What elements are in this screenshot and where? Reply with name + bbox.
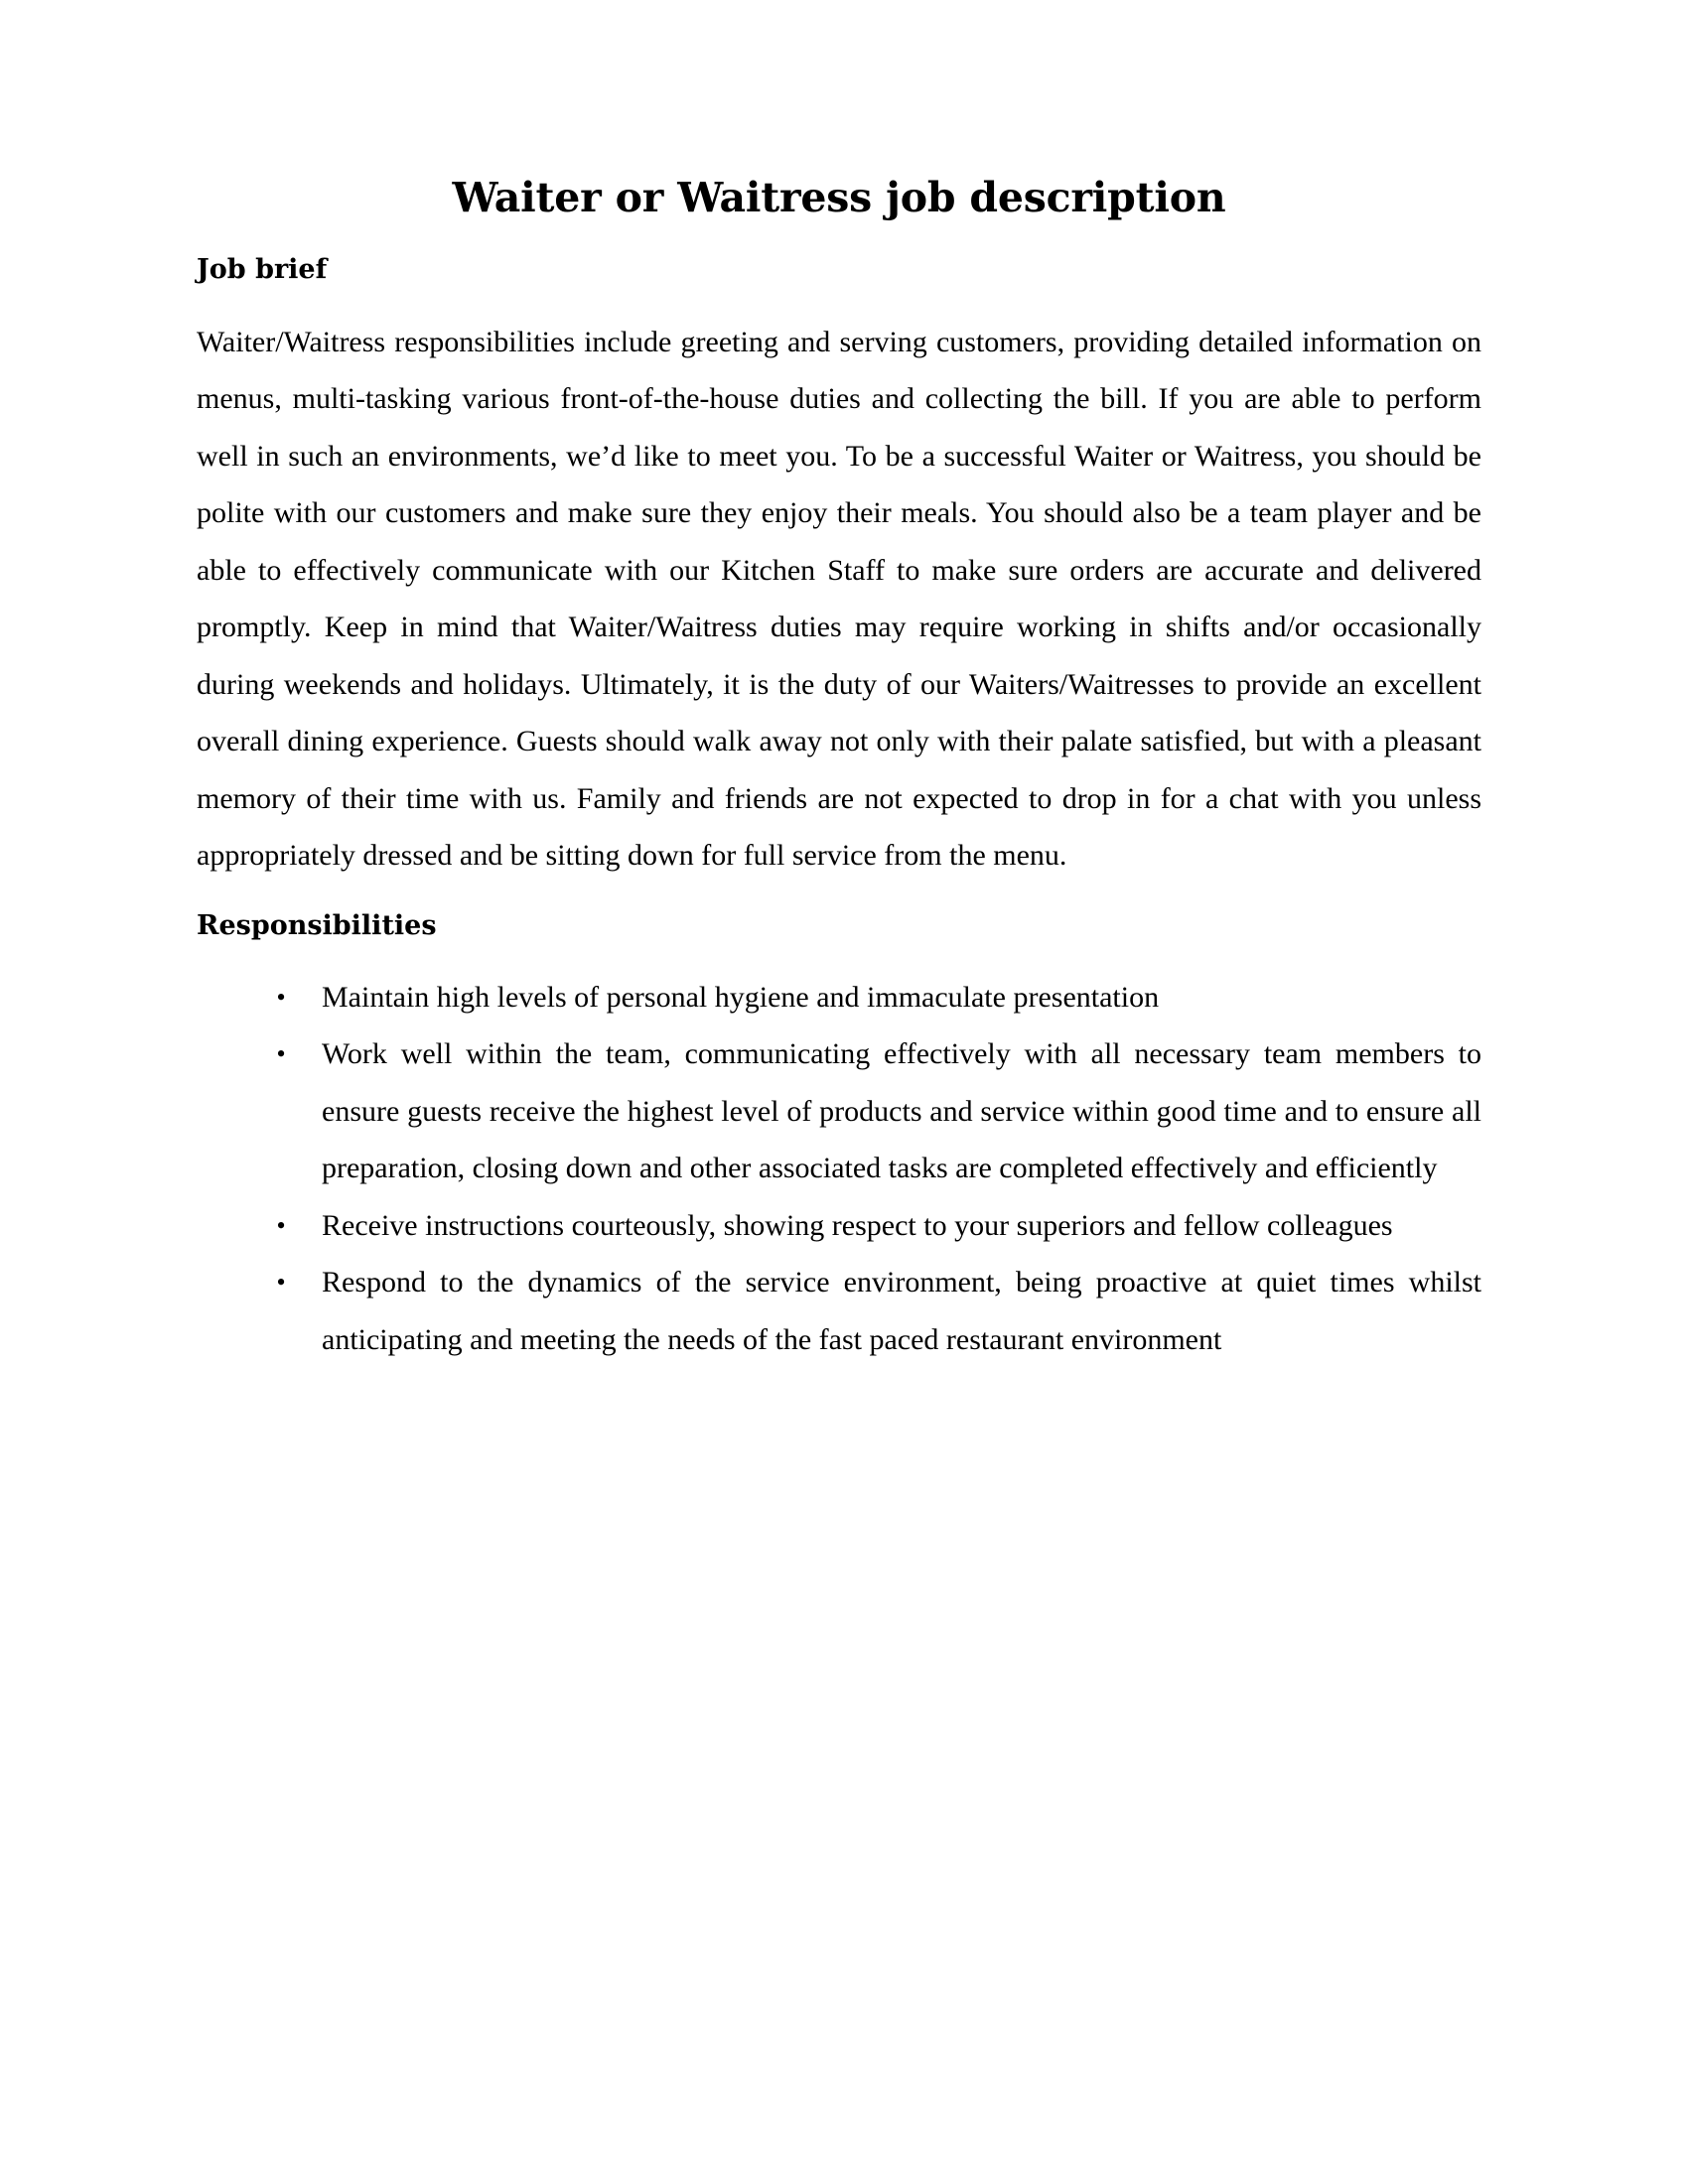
responsibilities-list xyxy=(197,969,1481,1369)
bullet-icon: • xyxy=(276,1210,286,1240)
page-title: Waiter or Waitress job description xyxy=(452,174,1226,221)
bullet-icon: • xyxy=(276,982,286,1012)
spacer-responsibilities xyxy=(197,942,1481,969)
section-heading-responsibilities: Responsibilities xyxy=(197,909,437,941)
list-item xyxy=(197,1197,1481,1255)
section-heading-job-brief: Job brief xyxy=(197,254,328,286)
bullet-icon: • xyxy=(276,1268,286,1297)
job-brief-paragraph: Waiter/Waitress responsibilities include greeting and serving customers, providing detailed information on menus, multi-tasking various front-of-the-house duties and collecting the bill. If you are able to perform well in such an environments, we’d like to meet you. To be a successful Waiter or Waitress, you should be polite with our customers and make sure they enjoy their meals. You should also be a team player and be able to effectively communicate with our Kitchen Staff to make sure orders are accurate and delivered promptly. Keep in mind that Waiter/Waitress duties may require working in shifts and/or occasionally during weekends and holidays. Ultimately, it is the duty of our Waiters/Waitresses to provide an excellent overall dining experience. Guests should walk away not only with their palate satisfied, but with a pleasant memory of their time with us. Family and friends are not expected to drop in for a chat with you unless appropriately dressed and be sitting down for full service from the menu. xyxy=(197,325,1481,873)
document-content xyxy=(197,175,1481,1368)
spacer-paragraph xyxy=(197,885,1481,910)
list-item xyxy=(197,1254,1481,1368)
list-item xyxy=(197,969,1481,1026)
list-item-text: Respond to the dynamics of the service environment, being proactive at quiet times whilst anticipating and meeting the needs of the fast paced restaurant environment xyxy=(322,1266,1481,1356)
list-item-text: Work well within the team, communicating effectively with all necessary team members to ensure guests receive the highest level of products and service within good time and to ensure all preparation, closing down and other associated tasks are completed effectively and efficiently xyxy=(322,1037,1481,1185)
bullet-icon: • xyxy=(276,1039,286,1069)
list-item xyxy=(197,1025,1481,1197)
spacer-job-brief xyxy=(197,287,1481,314)
spacer-title xyxy=(197,221,1481,254)
list-item-text: Maintain high levels of personal hygiene and immaculate presentation xyxy=(322,980,1160,1014)
list-item-text: Receive instructions courteously, showing respect to your superiors and fellow colleagues xyxy=(322,1208,1393,1242)
